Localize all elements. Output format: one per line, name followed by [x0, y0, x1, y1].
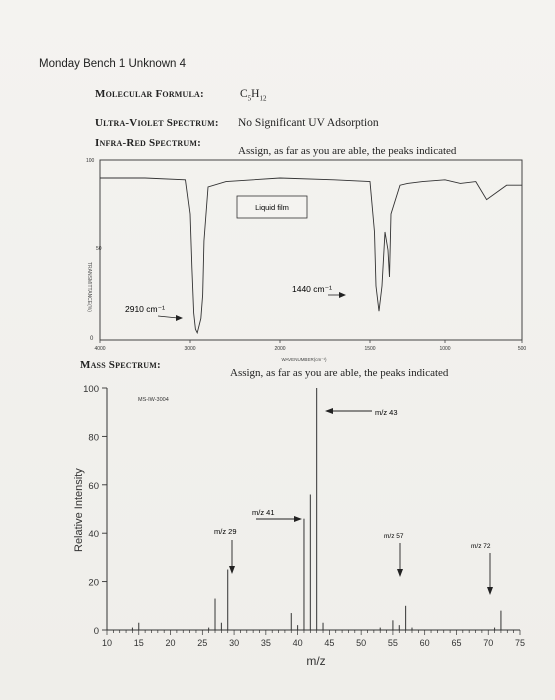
ir-label: Infra-Red Spectrum:: [95, 137, 201, 149]
ms-arrow-29-head: [229, 566, 235, 574]
ir-arrow-1440-head: [339, 292, 346, 298]
ir-x-tick-label: 1000: [439, 346, 451, 352]
ms-x-tick-label: 50: [356, 638, 367, 648]
ir-x-tick-label: 2000: [274, 346, 286, 352]
page-title: Monday Bench 1 Unknown 4: [39, 58, 187, 70]
ms-x-tick-label: 35: [260, 638, 271, 648]
ir-annotation-1440: 1440 cm⁻¹: [292, 284, 332, 294]
ir-legend-text: Liquid film: [255, 203, 289, 212]
ms-annotation-72: m/z 72: [471, 543, 491, 550]
ms-y-tick-label: 40: [88, 529, 99, 541]
ir-x-tick-label: 4000: [94, 346, 106, 352]
ir-x-ticks: [94, 340, 526, 352]
ms-xlabel: m/z: [306, 654, 326, 668]
ir-xlabel: WAVENUMBER(cm⁻¹): [281, 357, 327, 362]
ms-x-tick-label: 70: [483, 638, 494, 648]
ir-arrow-2910-head: [176, 315, 183, 321]
ms-x-tick-label: 65: [451, 638, 462, 648]
ms-x-tick-label: 10: [101, 638, 113, 648]
ir-instruction: Assign, as far as you are able, the peaks indicated: [238, 145, 457, 157]
ms-arrow-41-head: [294, 516, 302, 522]
ms-code: MS-IW-3004: [138, 397, 169, 403]
ms-x-tick-label: 55: [387, 638, 398, 648]
ms-annotation-41: m/z 41: [252, 508, 275, 517]
ms-y-tick-label: 100: [83, 384, 99, 395]
ir-annotation-2910: 2910 cm⁻¹: [125, 304, 165, 314]
ir-y-bottom: 0: [90, 336, 94, 342]
ms-y-tick-label: 20: [88, 577, 99, 589]
ms-x-tick-label: 75: [514, 638, 526, 648]
uv-value: No Significant UV Adsorption: [238, 117, 379, 129]
ms-x-tick-label: 30: [229, 638, 240, 648]
ms-x-tick-label: 45: [324, 638, 335, 648]
ms-x-ticks: [102, 630, 525, 648]
ir-x-tick-label: 500: [517, 346, 527, 352]
ir-y-top: 100: [86, 158, 95, 164]
ir-x-tick-label: 3000: [184, 346, 196, 352]
ms-arrow-72-head: [487, 587, 493, 595]
ms-bars: [132, 388, 501, 630]
ms-ylabel: Relative Intensity: [73, 468, 85, 552]
uv-label: Ultra-Violet Spectrum:: [95, 117, 219, 129]
formula-label: Molecular Formula:: [95, 88, 204, 100]
ms-y-tick-label: 0: [93, 626, 99, 637]
ms-x-tick-label: 25: [197, 638, 208, 648]
ms-instruction: Assign, as far as you are able, the peaks indicated: [230, 367, 449, 379]
ir-ylabel: TRANSMITTANCE(%): [86, 262, 92, 312]
ms-y-tick-label: 80: [88, 432, 99, 444]
ms-annotation-29: m/z 29: [214, 527, 237, 536]
ms-chart: [73, 384, 525, 668]
ms-x-tick-label: 15: [133, 638, 144, 648]
ms-arrow-43-head: [325, 408, 333, 414]
ms-label: Mass Spectrum:: [80, 359, 161, 371]
formula-value: $C_5H_{12}$: [240, 88, 267, 103]
ir-x-tick-label: 1500: [364, 346, 376, 352]
ms-x-tick-label: 20: [165, 638, 176, 648]
ir-arrow-2910-line: [158, 316, 178, 318]
ms-x-tick-label: 60: [419, 638, 430, 648]
ms-annotation-43: m/z 43: [375, 408, 398, 417]
ir-y-mid: 50: [96, 246, 102, 252]
ms-annotation-57: m/z 57: [384, 533, 404, 540]
ms-y-tick-label: 60: [88, 480, 99, 492]
ms-arrow-57-head: [397, 569, 403, 577]
ms-y-ticks: [83, 384, 107, 637]
ms-x-tick-label: 40: [292, 638, 303, 648]
